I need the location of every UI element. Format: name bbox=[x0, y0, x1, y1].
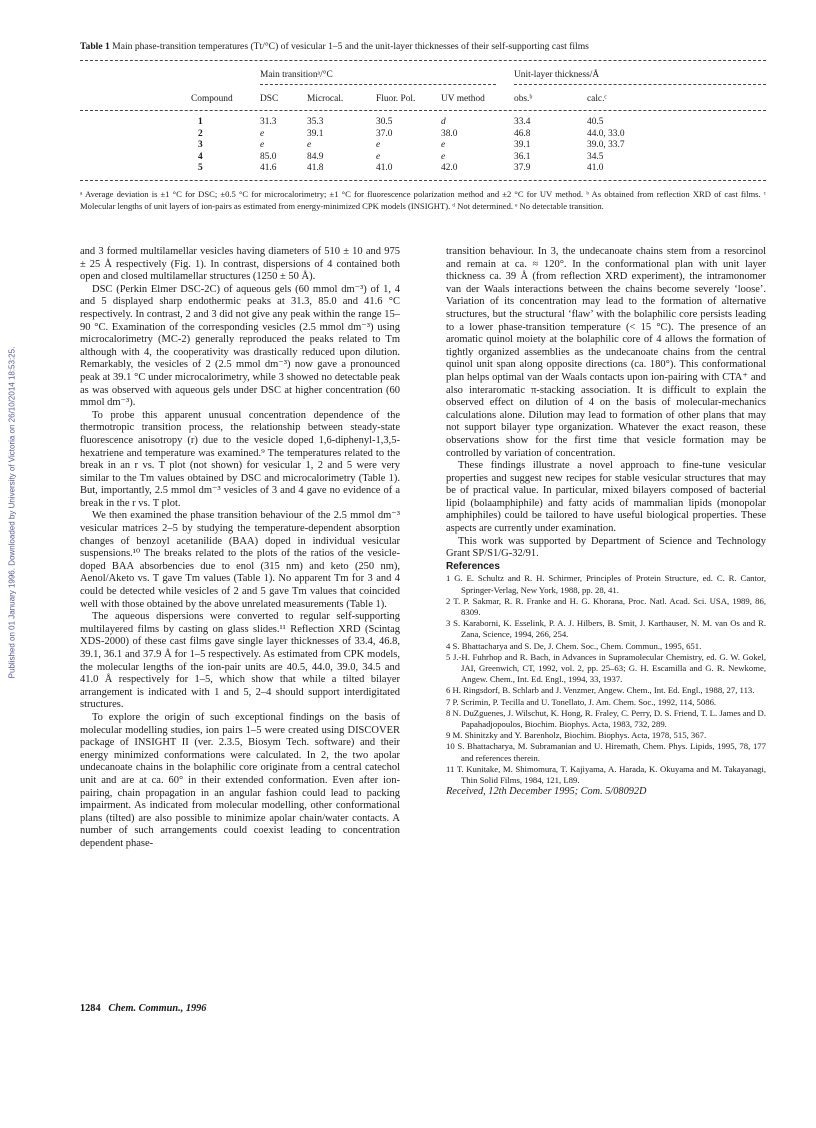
table-cell: 37.0 bbox=[376, 128, 393, 139]
table-cell: e bbox=[260, 140, 265, 150]
col-header-calc: calc.ᶜ bbox=[587, 94, 607, 104]
table-cell: 42.0 bbox=[441, 163, 458, 173]
col-header-obs: obs.ᵇ bbox=[514, 94, 533, 104]
reference-item: 10 S. Bhattacharya, M. Subramanian and U. Hiremath, Chem. Phys. Lipids, 1995, 78, 177 and references therein. bbox=[446, 741, 766, 763]
paragraph: transition behaviour. In 3, the undecanoate chains stem from a resorcinol and remain at ca. ≈ 120°. In the conformational plan with unit layer thickness ca. 39 Å (from reflection XRD experiment), the intramonomer van der Waals interactions between the chains become severely ‘loose’. Variation of its concentration may lead to the formation of alternative structures, but the structural ‘flaw’ with the bolaphilic core persists leading to a lower phase-transition temperature (< 15 °C). The presence of an aromatic quinol moiety at the bolaphilic core of 4 allows the formation of tightly organized assemblies as the undecanoate chains from the central quinol unit span along opposite directions (ca. 180°). This conformational plan helps optimal van der Waals contacts upon ion-pairing with CTA⁺ and also interaromatic π-stacking association. It is difficult to explain the observed effect on dilution of 4 on the basis of molecular-mechanics calculations alone. Dilution may lead to formation of other plans that may not support bilayer type organization. Whatever the exact reason, these observations show for the first time that vesicle formation may be controlled by variation of concentration. bbox=[446, 246, 766, 459]
table-cell: 35.3 bbox=[307, 117, 324, 127]
reference-item: 1 G. E. Schultz and R. H. Schirmer, Principles of Protein Structure, ed. C. R. Cantor, Springer-Verlag, New York, 1988, pp. 28, 41. bbox=[446, 573, 766, 595]
table-top-rule bbox=[80, 60, 766, 61]
table-cell: 44.0, 33.0 bbox=[587, 128, 625, 139]
table-cell: 84.9 bbox=[307, 151, 324, 162]
table-caption bbox=[80, 41, 760, 52]
table-cell: 41.0 bbox=[587, 163, 604, 173]
table-cell: 31.3 bbox=[260, 117, 277, 127]
table-cell: 34.5 bbox=[587, 151, 604, 162]
table-cell: 41.6 bbox=[260, 163, 277, 173]
table-cell: 85.0 bbox=[260, 151, 277, 162]
table-cell: 39.1 bbox=[514, 140, 531, 150]
reference-item: 8 N. DuZguenes, J. Wilschut, K. Hong, R. Fraley, C. Perry, D. S. Friend, T. L. James and D. Papahadjopoulos, Biochim. Biophys. Acta, 1983, 732, 289. bbox=[446, 707, 766, 730]
table-cell: 39.1 bbox=[307, 128, 324, 139]
table-cell: 38.0 bbox=[441, 128, 458, 139]
col-header-uv: UV method bbox=[441, 94, 485, 104]
main-transition-header: Main transitionᵃ/°C bbox=[260, 70, 333, 80]
left-column bbox=[80, 246, 400, 851]
paragraph: DSC (Perkin Elmer DSC-2C) of aqueous gels (60 mmol dm⁻³) of 1, 4 and 5 displayed sharp endothermic peaks at 31.3, 85.0 and 41.6 °C respectively. In contrast, 2 and 3 did not give any peak within the range 15–90 °C. Examination of the corresponding vesicles (2.5 mmol dm⁻³) using microcalorimetry (MC-2) generally reproduced the peaks related to Tm although with 4, the cooperativity was drastically reduced upon dilution. Remarkably, the vesicles of 2 (2.5 mmol dm⁻³) now gave a pronounced peak at 39.1 °C under microcalorimetry, while 3 showed no detectable peak as was observed with aqueous gels under DSC at higher concentration (60 mmol dm⁻³). bbox=[80, 283, 400, 409]
reference-item: 2 T. P. Sakmar, R. R. Franke and H. G. Khorana, Proc. Natl. Acad. Sci. USA, 1989, 86, 8309. bbox=[446, 595, 766, 618]
reference-item: 11 T. Kunitake, M. Shimomura, T. Kajiyama, A. Harada, K. Okuyama and M. Takayanagi, Thin Solid Films, 1984, 121, L89. bbox=[446, 763, 766, 786]
download-watermark: Published on 01 January 1996. Downloaded by University of Victoria on 26/10/2014 18:53:25. bbox=[7, 346, 17, 679]
reference-item: 5 J.-H. Fuhrhop and R. Bach, in Advances in Supramolecular Chemistry, ed. G. W. Gokel, JAI, Greenwich, CT, 1992, vol. 2, pp. 25–63; G. H. Escamilla and G. R. Newkome, Angew. Chem., Int. Ed. Engl., 1994, 33, 1937. bbox=[446, 651, 766, 685]
page-footer bbox=[80, 1003, 206, 1014]
paragraph: To explore the origin of such exceptional findings on the basis of molecular modelling studies, ion pairs 1–5 were created using DISCOVER package of INSIGHT II (ver. 2.3.5, Biosym Tech. software) and their energy minimized conformations were calculated. In 2, the two apolar undecanoate chains in the bolaphilic core originate from a central catechol unit and are at ca. 60° in their extended conformation. Even after ion-pairing, chain propagation in an angular fashion could lead to packing impairment. As indicated from molecular modelling, other conformational plans (tilted) are also possible to minimize apolar chain/water contacts. A number of such arrangements could coexist leading to concentration dependent phase- bbox=[80, 711, 400, 849]
table-cell: 1 bbox=[198, 117, 203, 127]
reference-item: 9 M. Shinitzky and Y. Barenholz, Biochim. Biophys. Acta, 1978, 515, 367. bbox=[446, 730, 707, 741]
col-header-fluor: Fluor. Pol. bbox=[376, 94, 416, 104]
group2-rule bbox=[514, 84, 766, 85]
received-line: Received, 12th December 1995; Com. 5/08092D bbox=[446, 786, 647, 798]
table-cell: 2 bbox=[198, 128, 203, 139]
journal-name: Chem. Commun., 1996 bbox=[108, 1003, 207, 1014]
table-cell: 33.4 bbox=[514, 117, 531, 127]
reference-item: 7 P. Scrimin, P. Tecilla and U. Tonellato, J. Am. Chem. Soc., 1992, 114, 5086. bbox=[446, 696, 717, 707]
reference-item: 6 H. Ringsdorf, B. Schlarb and J. Venzmer, Angew. Chem., Int. Ed. Engl., 1988, 27, 113. bbox=[446, 685, 755, 696]
table-cell: 39.0, 33.7 bbox=[587, 140, 625, 150]
paragraph: The aqueous dispersions were converted to regular self-supporting multilayered films by casting on glass slides.¹¹ Reflection XRD (Scintag XDS-2000) of these cast films gave single layer thicknesses of 33.4, 46.8, 39.1, 36.1 and 37.9 Å for 1–5 respectively. As estimated from CPK models, the molecular lengths of the ion-pair units are 40.5, 44.0, 39.0, 34.5 and 41.0 Å respectively for 1–5, which show that while a tilted bilayer arrangement is indicated with 1 and 5, 2–4 should support interdigitated structures. bbox=[80, 611, 400, 711]
table-cell: 3 bbox=[198, 140, 203, 150]
references-heading: References bbox=[446, 560, 500, 572]
paragraph: and 3 formed multilamellar vesicles having diameters of 510 ± 10 and 975 ± 25 Å respectively (Fig. 1). In contrast, dispersions of 4 contained both open and closed multilamellar structures (1250 ± 50 Å). bbox=[80, 246, 400, 283]
table-cell: 37.9 bbox=[514, 163, 531, 173]
col-header-compound: Compound bbox=[191, 94, 233, 104]
right-column bbox=[446, 246, 766, 799]
unit-layer-header: Unit-layer thickness/Å bbox=[514, 70, 600, 80]
table-cell: e bbox=[376, 140, 381, 150]
col-header-microcal: Microcal. bbox=[307, 94, 344, 104]
table-cell: 41.8 bbox=[307, 163, 324, 173]
table-cell: 5 bbox=[198, 163, 203, 173]
table-cell: e bbox=[260, 128, 265, 139]
page-number: 1284 bbox=[80, 1003, 101, 1014]
reference-item: 4 S. Bhattacharya and S. De, J. Chem. Soc., Chem. Commun., 1995, 651. bbox=[446, 640, 702, 651]
table-cell: e bbox=[376, 151, 381, 162]
table-cell: 40.5 bbox=[587, 117, 604, 127]
table-cell: e bbox=[441, 151, 446, 162]
table-cell: 30.5 bbox=[376, 117, 393, 127]
table-cell: e bbox=[307, 140, 312, 150]
table-caption-label: Table 1 bbox=[80, 41, 110, 52]
paragraph: These findings illustrate a novel approach to fine-tune vesicular properties and suggest new recipes for stable vesicular structures that may be of practical value. In particular, mixed bilayers composed of bacterial lipid (bolaamphiphile) and fatty acids of mammalian lipids (monopolar amphiphiles) could be tailored to have useful biological properties. These aspects are currently under examination. bbox=[446, 460, 766, 535]
group1-rule bbox=[260, 84, 496, 85]
paragraph: This work was supported by Department of Science and Technology Grant SP/S1/G-32/91. bbox=[446, 535, 766, 560]
paragraph: We then examined the phase transition behaviour of the 2.5 mmol dm⁻³ vesicular matrices 2–5 by studying the temperature-dependent absorption changes of benzoyl acetanilide (BAA) doped in individual vesicular suspensions.¹⁰ The breaks related to the plots of the ratios of the vesicle-doped BAA absorbencies due to enol (315 nm) and keto (250 nm), Aenol/Aketo vs. T gave Tm values (Table 1). No apparent Tm for 3 and 4 could be detected while vesicles of 2 and 5 gave Tm values that coincided well with those obtained by the above unrelated measurements (Table 1). bbox=[80, 510, 400, 610]
table-header-rule bbox=[80, 110, 766, 111]
table-cell: 36.1 bbox=[514, 151, 531, 162]
table-cell: 46.8 bbox=[514, 128, 531, 139]
table-cell: d bbox=[441, 117, 446, 127]
table-cell: e bbox=[441, 140, 446, 150]
table-bottom-rule bbox=[80, 180, 766, 181]
table-cell: 4 bbox=[198, 151, 203, 162]
col-header-dsc: DSC bbox=[260, 94, 279, 104]
paragraph: To probe this apparent unusual concentration dependence of the thermotropic transition process, the relationship between steady-state fluorescence anisotropy (r) due to the vesicle doped 1,6-diphenyl-1,3,5-hexatriene and temperature was examined.⁹ The temperatures related to the break in an r vs. T plot (not shown) for vesicular 1, 2 and 5 were very similar to the Tm values obtained by DSC and microcalorimetry (Table 1). But, importantly, 2.5 mmol dm⁻³ vesicles of 3 and 4 gave no evidence of a break in the r vs. T plot. bbox=[80, 409, 400, 509]
table-footnotes: ᵃ Average deviation is ±1 °C for DSC; ±0.5 °C for microcalorimetry; ±1 °C for fluorescence polarization method and ±2 °C for UV method. ᵇ As obtained from reflection XRD of cast films. ᶜ Molecular lengths of unit layers of ion-pairs as estimated from energy-minimized CPK models (INSIGHT). ᵈ Not determined. ᵉ No detectable transition. bbox=[80, 189, 766, 211]
reference-item: 3 S. Karaborni, K. Esselink, P. A. J. Hilbers, B. Smit, J. Karthauser, N. M. van Os and R. Zana, Science, 1994, 266, 254. bbox=[446, 618, 766, 640]
table-caption-text: Main phase-transition temperatures (Tt/°C) of vesicular 1–5 and the unit-layer thicknesses of their self-supporting cast films bbox=[109, 41, 589, 52]
table-cell: 41.0 bbox=[376, 163, 393, 173]
